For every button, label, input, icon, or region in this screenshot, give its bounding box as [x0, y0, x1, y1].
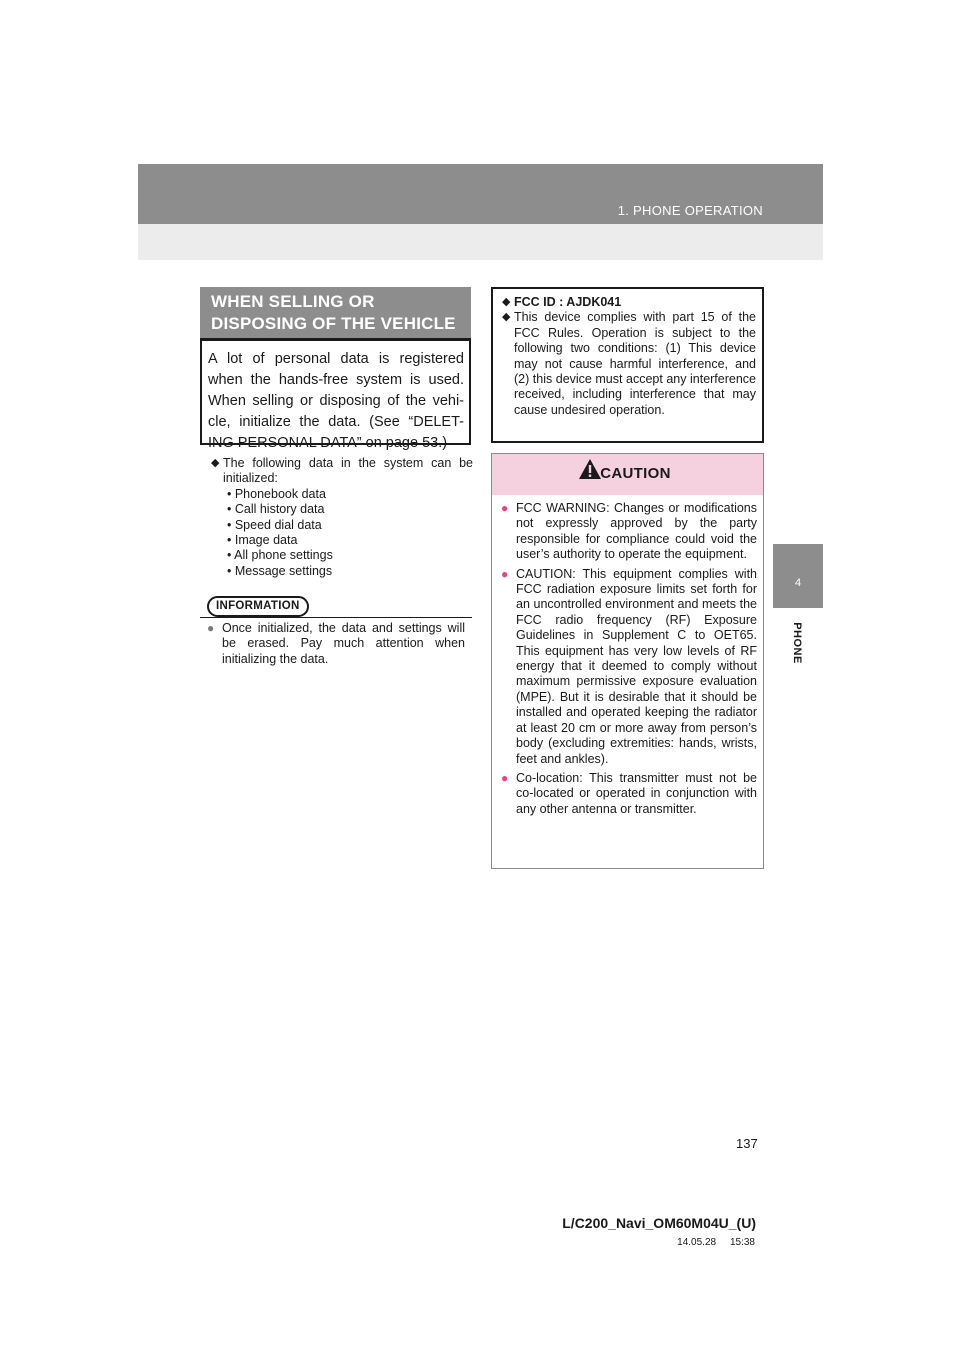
caution-text: CAUTION: This equipment complies with FCC radiation exposure limits set forth for an uncontrolled environment and meets the FCC radio frequency (RF) Exposure Guidelines in Supplement C to OET65. This equipment has very low levels of RF energy that it deemed to comply without maximum permissive exposure evaluation (MPE). But it is desirable that it should be installed and operated keeping the radiator at least 20 cm or more away from person’s body (excluding extremities: hands, wrists, feet and ankles). — [516, 566, 757, 766]
caution-item — [501, 567, 757, 767]
sub-list-item: • Image data — [227, 533, 298, 548]
circle-bullet-icon: ● — [207, 621, 215, 635]
list-item — [211, 456, 473, 487]
list-item — [502, 310, 756, 418]
fcc-box — [491, 287, 764, 443]
caution-item — [501, 771, 757, 817]
sub-list — [211, 487, 473, 579]
header-band — [138, 164, 823, 224]
sub-list-item: • All phone settings — [227, 548, 333, 563]
fcc-compliance-text: This device complies with part 15 of the FCC Rules. Operation is subject to the following two conditions: (1) This device may not cause harmful interference, and (2) this device must accept any interference received, including interference that may cause undesired operation. — [514, 310, 756, 417]
header-subband — [138, 224, 823, 260]
sub-list-item: • Phonebook data — [227, 486, 326, 501]
chapter-label-text: PHONE — [791, 622, 803, 664]
circle-bullet-icon: ● — [501, 566, 509, 581]
chapter-side-label — [790, 618, 804, 668]
diamond-bullet-icon: ◆ — [211, 457, 220, 469]
caution-body — [492, 495, 763, 817]
diamond-bullet-icon: ◆ — [502, 296, 511, 308]
diamond-bullet-icon: ◆ — [502, 311, 511, 324]
caution-header — [492, 454, 763, 495]
chapter-title: 1. PHONE OPERATION — [617, 203, 763, 218]
list-item — [502, 295, 756, 310]
caution-item — [501, 501, 757, 563]
print-timestamp: 14.05.28 15:38 — [677, 1237, 755, 1248]
chapter-tab — [773, 544, 823, 608]
document-code: L/C200_Navi_OM60M04U_(U) — [562, 1215, 756, 1231]
data-list — [211, 456, 473, 579]
chapter-number: 4 — [794, 577, 802, 589]
caution-box — [491, 453, 764, 869]
caution-title: CAUTION — [600, 465, 671, 482]
information-divider — [200, 617, 472, 618]
caution-text: FCC WARNING: Changes or modifications not expressly approved by the party responsible for compliance could void the user’s authority to operate the equipment. — [516, 501, 757, 562]
sub-list-item: • Speed dial data — [227, 517, 322, 532]
page-number: 137 — [736, 1136, 758, 1151]
information-item — [207, 621, 465, 667]
data-list-lead: The following data in the system can be initialized: — [223, 456, 473, 486]
circle-bullet-icon: ● — [501, 770, 509, 785]
caution-text: Co-location: This transmitter must not be co-located or operated in conjunction with any other antenna or transmitter. — [516, 770, 757, 816]
information-label: INFORMATION — [207, 596, 309, 617]
sub-list-item: • Call history data — [227, 502, 325, 517]
information-text: Once initialized, the data and settings will be erased. Pay much attention when initializing the data. — [222, 621, 465, 666]
section-heading: WHEN SELLING OR DISPOSING OF THE VEHICLE — [200, 287, 471, 341]
fcc-id: FCC ID : AJDK041 — [514, 295, 622, 309]
sub-list-item: • Message settings — [227, 563, 333, 578]
circle-bullet-icon: ● — [501, 501, 509, 515]
intro-box: A lot of personal data is registered when the hands-free system is used. When selling or disposing of the vehi-cle, initialize the data. (See “DELET-ING PERSONAL DATA” on page 53.) — [200, 341, 471, 445]
